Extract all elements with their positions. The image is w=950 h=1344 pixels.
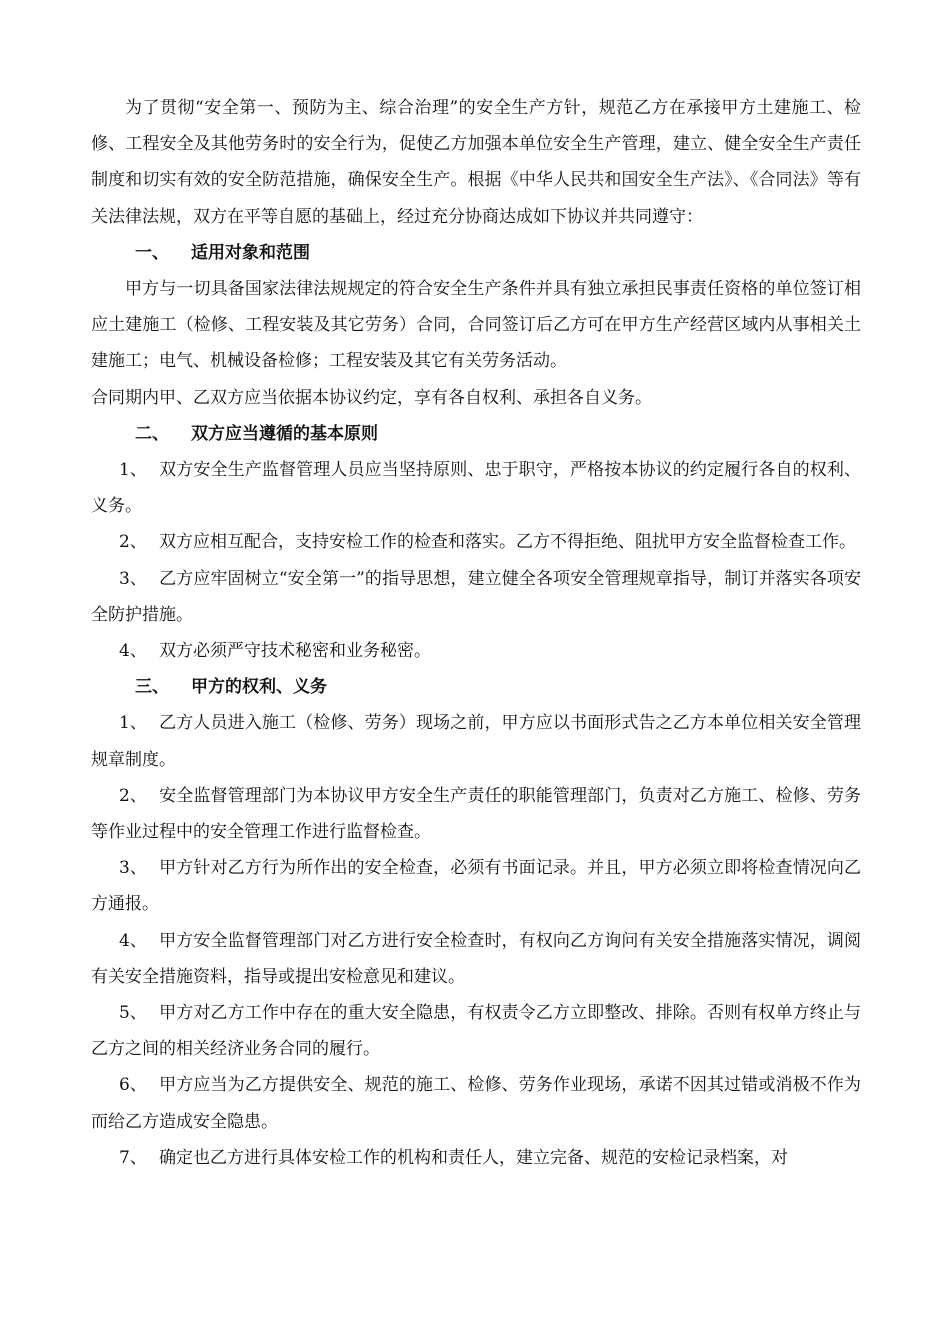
clause-text: 乙方应牢固树立“安全第一”的指导思想，建立健全各项安全管理规章指导，制订并落实各项安全防护措施。 xyxy=(91,568,861,625)
clause-number: 7、 xyxy=(119,1147,147,1168)
section-number: 一、 xyxy=(135,242,169,263)
clause-number: 3、 xyxy=(119,568,147,589)
clause-item xyxy=(91,452,861,524)
clause-text: 确定也乙方进行具体安检工作的机构和责任人，建立完备、规范的安检记录档案，对 xyxy=(159,1147,788,1168)
intro-paragraph: 为了贯彻“安全第一、预防为主、综合治理”的安全生产方针，规范乙方在承接甲方土建施工、检修、工程安全及其他劳务时的安全行为，促使乙方加强本单位安全生产管理，建立、健全安全生产责任制度和切实有效的安全防范措施，确保安全生产。根据《中华人民共和国安全生产法》、《合同法》等有关法律法规，双方在平等自愿的基础上，经过充分协商达成如下协议并共同遵守： xyxy=(91,98,861,227)
section-paragraph: 合同期内甲、乙双方应当依据本协议约定，享有各自权利、承担各自义务。 xyxy=(91,387,652,408)
clause-item xyxy=(91,850,861,922)
clause-item xyxy=(91,561,861,633)
clause-text: 甲方应当为乙方提供安全、规范的施工、检修、劳务作业现场，承诺不因其过错或消极不作为而给乙方造成安全隐患。 xyxy=(91,1075,861,1132)
clause-text: 双方应相互配合，支持安检工作的检查和落实。乙方不得拒绝、阻扰甲方安全监督检查工作。 xyxy=(159,532,856,553)
section-number: 三、 xyxy=(135,677,169,698)
clause-text: 乙方人员进入施工（检修、劳务）现场之前，甲方应以书面形式告之乙方本单位相关安全管理规章制度。 xyxy=(91,713,861,770)
clause-text: 双方必须严守技术秘密和业务秘密。 xyxy=(159,641,431,662)
clause-item xyxy=(91,1067,861,1139)
clause-number: 2、 xyxy=(119,785,147,806)
clause-number: 4、 xyxy=(119,641,147,662)
clause-number: 2、 xyxy=(119,532,147,553)
clause-text: 安全监督管理部门为本协议甲方安全生产责任的职能管理部门，负责对乙方施工、检修、劳务等作业过程中的安全管理工作进行监督检查。 xyxy=(91,785,861,843)
clause-item xyxy=(91,778,861,850)
clause-text: 甲方对乙方工作中存在的重大安全隐患，有权责令乙方立即整改、排除。否则有权单方终止与乙方之间的相关经济业务合同的履行。 xyxy=(91,1003,861,1060)
section-title: 适用对象和范围 xyxy=(191,242,310,263)
clause-number: 5、 xyxy=(119,1003,147,1024)
clause-text: 双方安全生产监督管理人员应当坚持原则、忠于职守，严格按本协议的约定履行各自的权利、义务。 xyxy=(91,460,861,517)
section-heading-1 xyxy=(91,235,861,271)
clause-item xyxy=(91,1140,861,1176)
clause-number: 1、 xyxy=(119,460,147,481)
section-paragraph: 甲方与一切具备国家法律法规规定的符合安全生产条件并具有独立承担民事责任资格的单位签订相应土建施工（检修、工程安装及其它劳务）合同，合同签订后乙方可在甲方生产经营区域内从事相关土建施工；电气、机械设备检修；工程安装及其它有关劳务活动。 xyxy=(91,279,861,372)
section-number: 二、 xyxy=(135,423,169,444)
document-page xyxy=(91,90,861,1176)
clause-number: 1、 xyxy=(119,713,147,734)
clause-number: 6、 xyxy=(119,1075,147,1096)
section-heading-2 xyxy=(91,416,861,452)
clause-number: 4、 xyxy=(119,930,147,951)
clause-item xyxy=(91,633,861,669)
clause-number: 3、 xyxy=(119,858,147,879)
section-title: 双方应当遵循的基本原则 xyxy=(191,423,378,444)
clause-text: 甲方针对乙方行为所作出的安全检查，必须有书面记录。并且，甲方必须立即将检查情况向乙方通报。 xyxy=(91,858,861,915)
clause-item xyxy=(91,705,861,777)
clause-text: 甲方安全监督管理部门对乙方进行安全检查时，有权向乙方询问有关安全措施落实情况，调阅有关安全措施资料，指导或提出安检意见和建议。 xyxy=(91,930,861,987)
clause-item xyxy=(91,524,861,560)
clause-item xyxy=(91,923,861,995)
clause-item xyxy=(91,995,861,1067)
section-heading-3 xyxy=(91,669,861,705)
section-title: 甲方的权利、义务 xyxy=(191,677,327,698)
